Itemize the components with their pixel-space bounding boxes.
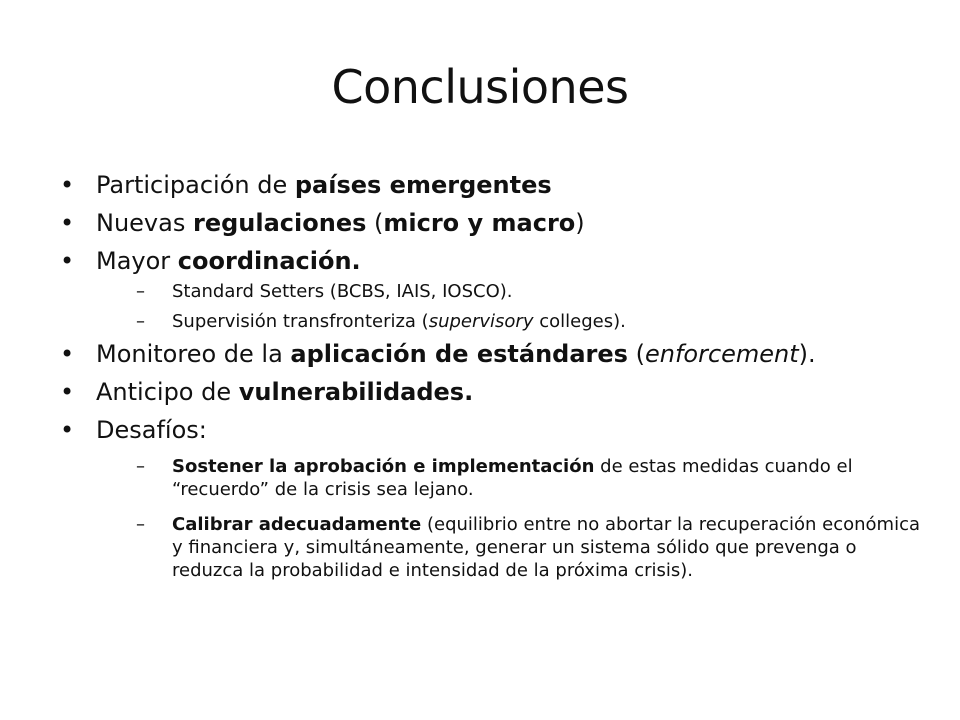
bullet-text: Desafíos: bbox=[96, 416, 207, 444]
sub-bullet-text: (equilibrio entre no abortar la recuperación económica y financiera y, simultáneamente, generar un sistema sólido que prevenga o reduzca la probabilidad e intensidad de la próxima crisis). bbox=[172, 514, 921, 581]
slide-title: Conclusiones bbox=[331, 60, 629, 114]
bullet-text: Monitoreo de la bbox=[96, 340, 291, 368]
sub-bullet-item bbox=[96, 280, 920, 303]
bullet-item bbox=[60, 204, 920, 242]
bullet-item bbox=[60, 411, 920, 582]
bullet-text: ( bbox=[627, 340, 645, 368]
bullet-item bbox=[60, 335, 920, 373]
bullet-text: ). bbox=[798, 340, 816, 368]
bullet-item bbox=[60, 166, 920, 204]
sub-bullet-item bbox=[96, 310, 920, 333]
bullet-text: Nuevas bbox=[96, 209, 193, 237]
sub-bullet-list bbox=[96, 280, 920, 333]
bullet-item bbox=[60, 242, 920, 333]
sub-bullet-bold: Calibrar adecuadamente bbox=[172, 514, 422, 535]
sub-bullet-text: Standard Setters (BCBS, IAIS, IOSCO). bbox=[172, 281, 513, 302]
bullet-bold: coordinación. bbox=[177, 247, 361, 275]
bullet-bold: regulaciones bbox=[192, 209, 367, 237]
bullet-item bbox=[60, 373, 920, 411]
sub-bullet-item bbox=[96, 455, 920, 501]
bullet-italic: enforcement bbox=[644, 340, 799, 368]
sub-bullet-italic: supervisory bbox=[428, 311, 534, 332]
bullet-bold: aplicación de estándares bbox=[290, 340, 628, 368]
sub-bullet-text: de estas medidas cuando el “recuerdo” de la crisis sea lejano. bbox=[172, 456, 853, 500]
bullet-bold: micro y macro bbox=[383, 209, 576, 237]
bullet-text: Anticipo de bbox=[96, 378, 239, 406]
bullet-bold: vulnerabilidades. bbox=[238, 378, 474, 406]
bullet-list bbox=[60, 166, 920, 582]
bullet-text: Mayor bbox=[96, 247, 178, 275]
bullet-text: Participación de bbox=[96, 171, 295, 199]
sub-bullet-item bbox=[96, 513, 920, 582]
sub-bullet-text: colleges). bbox=[533, 311, 626, 332]
bullet-bold: países emergentes bbox=[294, 171, 552, 199]
sub-bullet-bold: Sostener la aprobación e implementación bbox=[172, 456, 595, 477]
sub-bullet-list bbox=[96, 455, 920, 582]
bullet-text: ( bbox=[366, 209, 384, 237]
sub-bullet-text: Supervisión transfronteriza ( bbox=[172, 311, 429, 332]
bullet-text: ) bbox=[575, 209, 585, 237]
